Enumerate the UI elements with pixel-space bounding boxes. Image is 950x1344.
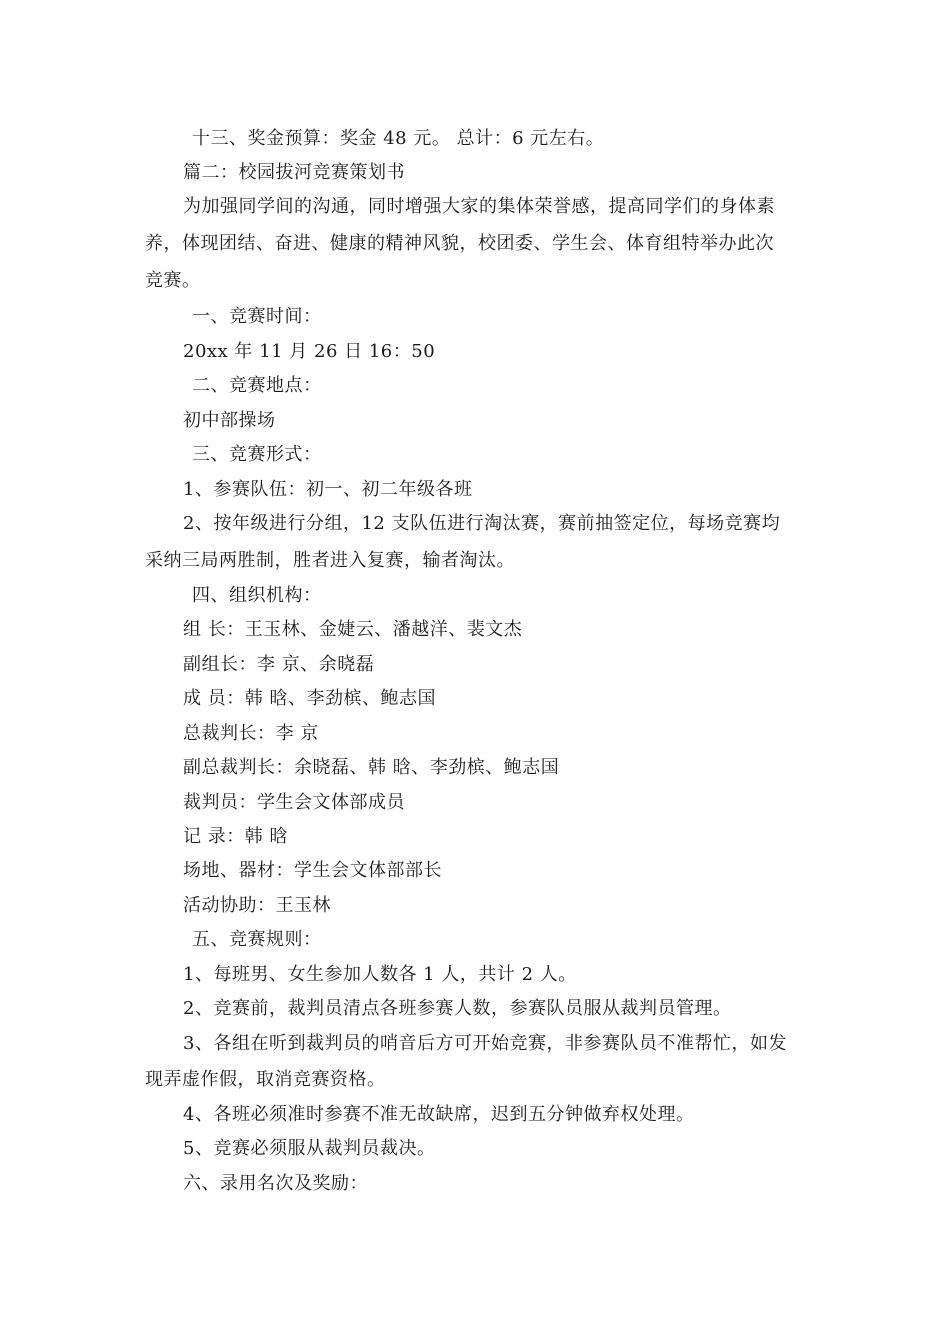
heading-rules: 五、竞赛规则： [192,929,322,950]
section-title: 篇二：校园拔河竞赛策划书 [183,162,405,183]
rule-4: 4、各班必须准时参赛不准无故缺席，迟到五分钟做弃权处理。 [183,1104,695,1125]
org-assistant: 活动协助：王玉林 [183,895,331,916]
heading-time: 一、竞赛时间： [192,306,322,327]
org-deputy-leader: 副组长：李 京、余晓磊 [183,654,375,675]
intro-paragraph-line-1: 为加强同学间的沟通，同时增强大家的集体荣誉感，提高同学们的身体素 [183,196,775,217]
intro-paragraph-line-2: 养，体现团结、奋进、健康的精神风貌，校团委、学生会、体育组特举办此次 [145,233,774,254]
time-value: 20xx 年 11 月 26 日 16：50 [183,341,436,362]
format-item-1: 1、参赛队伍：初一、初二年级各班 [183,479,473,500]
rule-3-line-2: 现弄虚作假，取消竞赛资格。 [145,1069,386,1090]
org-deputy-chief-referee: 副总裁判长：余晓磊、韩 晗、李劲槟、鲍志国 [183,757,560,778]
rule-3-line-1: 3、各组在听到裁判员的哨音后方可开始竞赛，非参赛队员不准帮忙，如发 [183,1033,787,1054]
budget-line: 十三、奖金预算：奖金 48 元。 总计：6 元左右。 [192,128,605,149]
rule-5: 5、竞赛必须服从裁判员裁决。 [183,1138,436,1159]
org-referees: 裁判员：学生会文体部成员 [183,792,405,813]
org-chief-referee: 总裁判长：李 京 [183,723,319,744]
org-equipment: 场地、器材：学生会文体部部长 [183,860,442,881]
heading-organization: 四、组织机构： [192,585,322,606]
rule-2: 2、竞赛前，裁判员清点各班参赛人数，参赛队员服从裁判员管理。 [183,998,732,1019]
heading-ranking-awards: 六、录用名次及奖励： [183,1173,368,1194]
heading-location: 二、竞赛地点： [192,375,322,396]
heading-format: 三、竞赛形式： [192,444,322,465]
location-value: 初中部操场 [183,410,276,431]
org-leader: 组 长：王玉林、金婕云、潘越洋、裴文杰 [183,619,523,640]
format-item-2-line-2: 采纳三局两胜制，胜者进入复赛，输者淘汰。 [145,550,515,571]
intro-paragraph-line-3: 竞赛。 [145,270,201,291]
org-recorder: 记 录：韩 晗 [183,826,288,847]
org-members: 成 员：韩 晗、李劲槟、鲍志国 [183,688,436,709]
rule-1: 1、每班男、女生参加人数各 1 人，共计 2 人。 [183,964,577,985]
format-item-2-line-1: 2、按年级进行分组，12 支队伍进行淘汰赛，赛前抽签定位，每场竞赛均 [183,513,781,534]
